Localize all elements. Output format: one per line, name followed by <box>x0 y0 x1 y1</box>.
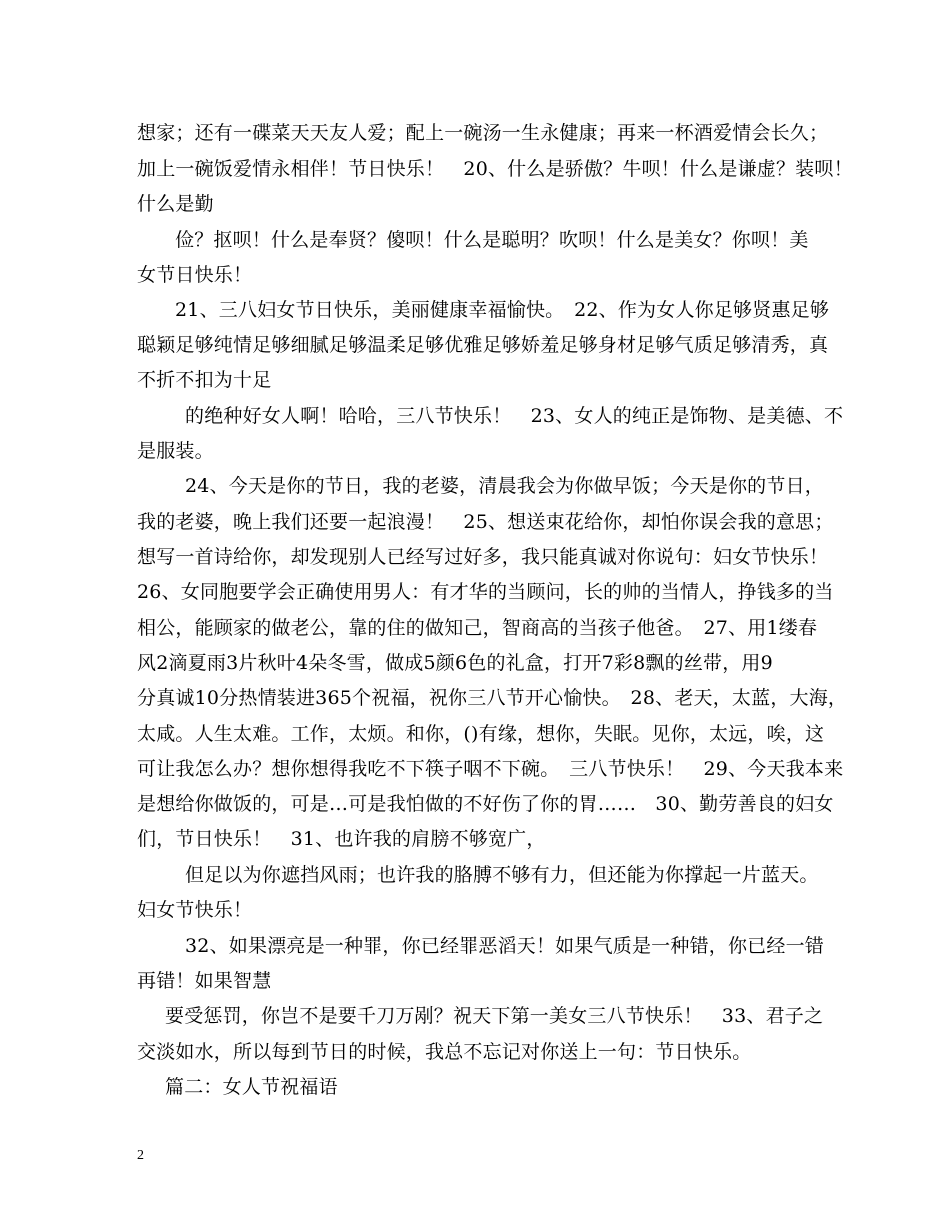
text-line: 妇女节快乐！ <box>137 899 253 921</box>
text-line: 想家；还有一碟菜天天友人爱；配上一碗汤一生永健康；再来一杯酒爱情会长久； <box>137 122 829 144</box>
text-line: 是服装。 <box>137 440 214 462</box>
text-line: 不折不扣为十足 <box>137 369 272 391</box>
text-line: 可让我怎么办？想你想得我吃不下筷子咽不下碗。 三八节快乐！ 29、今天我本来 <box>137 758 844 780</box>
text-line: 我的老婆，晚上我们还要一起浪漫！ 25、想送束花给你，却怕你误会我的意思； <box>137 511 834 533</box>
text-line: 想写一首诗给你，却发现别人已经写过好多，我只能真诚对你说句：妇女节快乐！ <box>137 546 829 568</box>
text-line: 太咸。人生太难。工作，太烦。和你，()有缘，想你，失眠。见你，太远，唉，这 <box>137 723 825 745</box>
text-line: 再错！如果智慧 <box>137 970 272 992</box>
text-line: 聪颖足够纯情足够细腻足够温柔足够优雅足够娇羞足够身材足够气质足够清秀，真 <box>137 334 829 356</box>
text-line: 要受惩罚，你岂不是要千刀万剐？祝天下第一美女三八节快乐！ 33、君子之 <box>165 1005 824 1027</box>
text-line: 的绝种好女人啊！哈哈，三八节快乐！ 23、女人的纯正是饰物、是美德、不 <box>185 405 844 427</box>
text-line: 加上一碗饭爱情永相伴！节日快乐！ 20、什么是骄傲？牛呗！什么是谦虚？装呗！ <box>137 158 853 180</box>
text-line: 相公，能顾家的做老公，靠的住的做知己，智商高的当孩子他爸。 27、用1缕春 <box>137 617 818 639</box>
text-line: 女节日快乐！ <box>137 264 253 286</box>
text-line: 但足以为你遮挡风雨；也许我的胳膊不够有力，但还能为你撑起一片蓝天。 <box>185 864 819 886</box>
text-line: 24、今天是你的节日，我的老婆，清晨我会为你做早饭；今天是你的节日， <box>185 475 824 497</box>
text-line: 26、女同胞要学会正确使用男人：有才华的当顾问，长的帅的当情人，挣钱多的当 <box>137 581 834 603</box>
text-line: 32、如果漂亮是一种罪，你已经罪恶滔天！如果气质是一种错，你已经一错 <box>185 935 824 957</box>
text-line: 风2滴夏雨3片秋叶4朵冬雪，做成5颜6色的礼盒，打开7彩8飘的丝带，用9 <box>137 652 773 674</box>
text-line: 俭？抠呗！什么是奉贤？傻呗！什么是聪明？吹呗！什么是美女？你呗！美 <box>175 229 809 251</box>
text-line: 21、三八妇女节日快乐，美丽健康幸福愉快。 22、作为女人你足够贤惠足够 <box>175 299 830 321</box>
text-line: 是想给你做饭的，可是…可是我怕做的不好伤了你的胃…… 30、勤劳善良的妇女 <box>137 793 834 815</box>
text-line: 分真诚10分热情装进365个祝福，祝你三八节开心愉快。 28、老天，太蓝，大海， <box>137 687 848 709</box>
text-line: 交淡如水，所以每到节日的时候，我总不忘记对你送上一句：节日快乐。 <box>137 1041 752 1063</box>
section-heading: 篇二：女人节祝福语 <box>165 1076 338 1098</box>
page-number: 2 <box>137 1148 144 1163</box>
text-line: 什么是勤 <box>137 193 214 215</box>
text-line: 们，节日快乐！ 31、也许我的肩膀不够宽广， <box>137 828 546 850</box>
